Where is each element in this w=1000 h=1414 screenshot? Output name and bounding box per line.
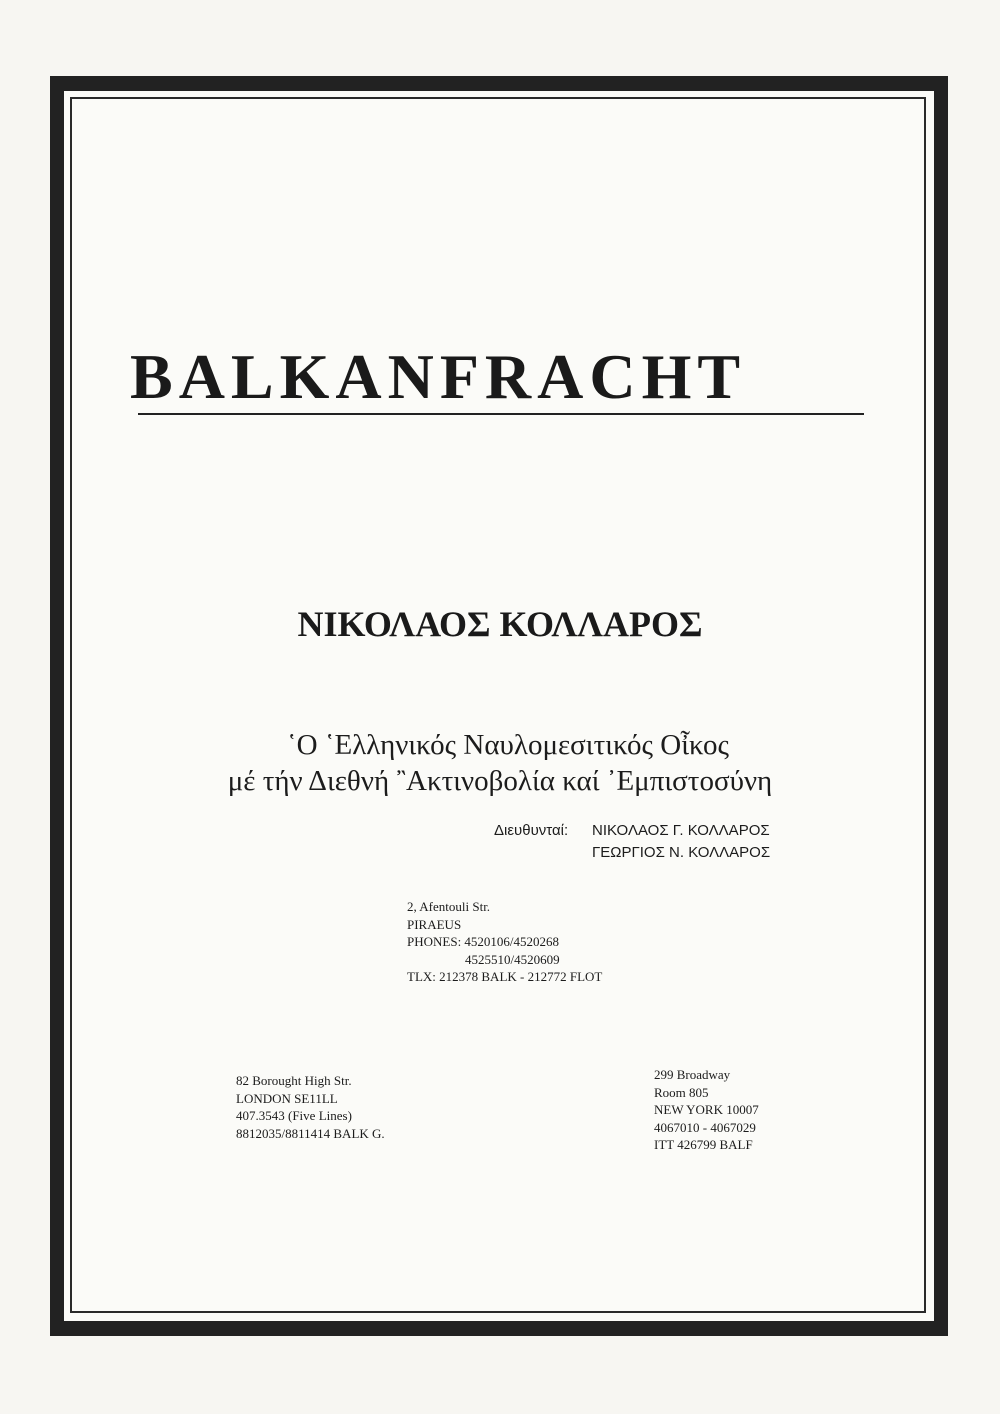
address-telex: 8812035/8811414 BALK G.	[236, 1125, 385, 1141]
address-phones: PHONES: 4520106/4520268	[407, 934, 560, 949]
tagline-line-2: μέ τήν Διεθνή ῍Ακτινοβολία καί ᾿Εμπιστοσύνη	[227, 765, 773, 797]
address-street: 299 Broadway	[654, 1067, 731, 1082]
address-telex: ITT 426799 BALF	[654, 1137, 753, 1152]
address-street: 82 Borought High Str.	[236, 1073, 352, 1088]
address-city: NEW YORK 10007	[654, 1102, 759, 1117]
director-row	[494, 842, 770, 864]
piraeus-office-address	[407, 898, 602, 986]
directors-label: Διευθυνταί:	[494, 822, 569, 839]
brand-title: BALKANFRACHT	[130, 341, 747, 412]
address-phones-continued: 4525510/4520609	[465, 951, 560, 967]
directors-block	[494, 820, 770, 864]
new-york-office-address	[654, 1066, 759, 1154]
brand-underline	[138, 413, 864, 415]
address-city: LONDON SE11LL	[236, 1090, 338, 1106]
director-row	[494, 820, 770, 842]
london-office-address	[236, 1072, 385, 1142]
address-phone: 407.3543 (Five Lines)	[236, 1108, 352, 1123]
director-name: ΝΙΚΟΛΑΟΣ Γ. ΚΟΛΛΑΡΟΣ	[592, 822, 770, 839]
address-telex: TLX: 212378 BALK - 212772 FLOT	[407, 969, 603, 984]
inner-border-line	[70, 97, 926, 1313]
owner-name: ΝΙΚΟΛΑΟΣ ΚΟΛΛΑΡΟΣ	[297, 604, 703, 644]
tagline-line-1: ῾Ο ῾Ελληνικός Ναυλομεσιτικός Οἶκος	[287, 729, 729, 761]
address-room: Room 805	[654, 1084, 709, 1100]
director-name: ΓΕΩΡΓΙΟΣ Ν. ΚΟΛΛΑΡΟΣ	[592, 844, 771, 861]
address-city: PIRAEUS	[407, 916, 462, 932]
address-street: 2, Afentouli Str.	[407, 899, 491, 914]
address-phone: 4067010 - 4067029	[654, 1119, 756, 1135]
